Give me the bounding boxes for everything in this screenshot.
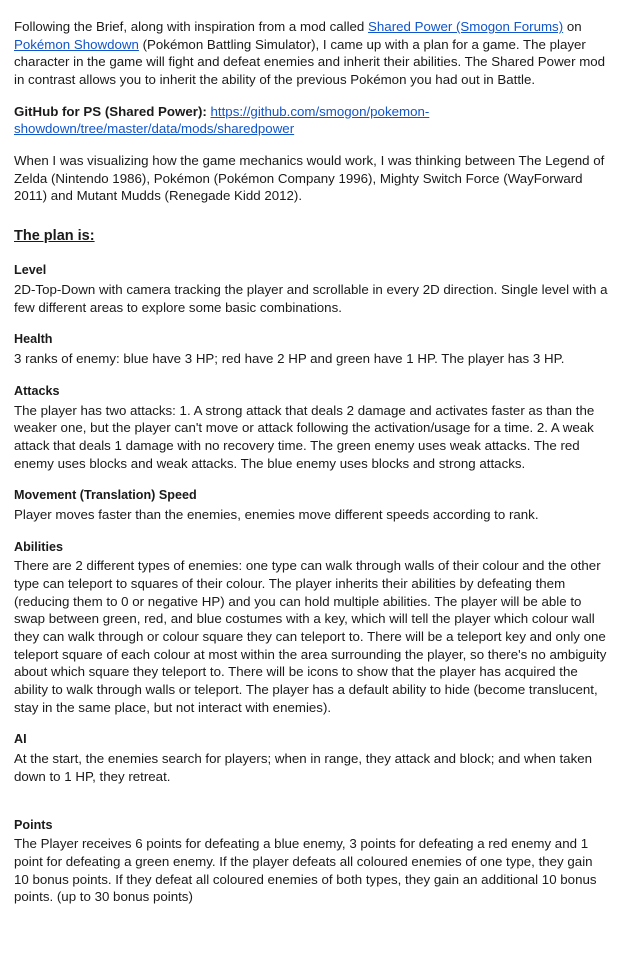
intro-text-part1: Following the Brief, along with inspiration from a mod called [14,19,369,34]
github-paragraph [14,103,608,138]
section-health-heading: Health [14,332,53,347]
section-ai-heading: AI [14,732,27,747]
section-movement-speed-body: Player moves faster than the enemies, enemies move different speeds according to rank. [14,506,539,522]
section-attacks-body: The player has two attacks: 1. A strong attack that deals 2 damage and activates faster as than the weaker one, but the player can't move or attack following the activation/usage for a time. 2. A weak attack that deals 1 damage with no recovery time. The green enemy uses weak attacks. The red enemy uses blocks and weak attacks. The blue enemy uses blocks and strong attacks. [14,402,595,471]
intro-text-part2: on [563,19,582,34]
intro-text-part3: (Pokémon Battling Simulator), I came up with a plan for a game. The player character in the game will fight and defeat enemies and inherit their abilities. The Shared Power mod in contrast allows you to inherit the ability of the previous Pokémon you had out in Battle. [14,36,606,88]
pokemon-showdown-link[interactable]: Pokémon Showdown [14,36,139,52]
shared-power-smogon-link[interactable]: Shared Power (Smogon Forums) [368,19,564,34]
section-level [14,262,608,316]
section-movement-speed [14,487,608,523]
section-attacks-heading: Attacks [14,383,60,398]
section-health-body: 3 ranks of enemy: blue have 3 HP; red have 2 HP and green have 1 HP. The player has 3 HP. [14,351,565,367]
section-level-body: 2D-Top-Down with camera tracking the player and scrollable in every 2D direction. Single level with a few different areas to explore some basic combinations. [14,282,608,315]
section-level-heading: Level [14,263,47,278]
github-sharedpower-link[interactable]: https://github.com/smogon/pokemon-showdown/tree/master/data/mods/sharedpower [14,103,430,137]
github-label: GitHub for PS (Shared Power): [14,103,211,119]
section-abilities-heading: Abilities [14,539,63,554]
section-points-heading: Points [14,817,53,832]
section-ai [14,731,608,785]
section-movement-speed-heading: Movement (Translation) Speed [14,488,197,503]
plan-heading: The plan is: [14,228,95,245]
intro-paragraph [14,18,608,89]
section-health [14,331,608,367]
section-ai-body: At the start, the enemies search for players; when in range, they attack and block; and when taken down to 1 HP, they retreat. [14,751,593,784]
inspiration-paragraph: When I was visualizing how the game mechanics would work, I was thinking between The Legend of Zelda (Nintendo 1986), Pokémon (Pokémon Company 1996), Mighty Switch Force (WayForward 2011) and Mutant Mudds (Renegade Kidd 2012). [14,153,605,204]
section-points [14,817,608,906]
section-attacks [14,383,608,472]
section-abilities [14,539,608,717]
section-gap [14,801,608,817]
section-points-body: The Player receives 6 points for defeating a blue enemy, 3 points for defeating a red enemy and 1 point for defeating a green enemy. If the player defeats all coloured enemies of one type, they gain 10 bonus points. If they defeat all coloured enemies of both types, they gain an additional 10 bonus points. (up to 30 bonus points) [14,836,597,905]
section-abilities-body: There are 2 different types of enemies: one type can walk through walls of their colour and the other type can teleport to squares of their colour. The player inherits their abilities by defeating them (reducing them to 0 or negative HP) and you can hold multiple abilities. The player will be able to swap between green, red, and blue costumes with a key, which will tell the player which colour wall they can walk through or colour square they can teleport to. There will be a teleport key and only one teleport square of each colour at most within the area surrounding the player, so there's no ambiguity about which square they teleport to. There will be icons to show that the player has acquired the ability to walk through walls or teleport. The player has a default ability to hide (become translucent, stay in the same place, but not interact with enemies). [14,558,607,715]
